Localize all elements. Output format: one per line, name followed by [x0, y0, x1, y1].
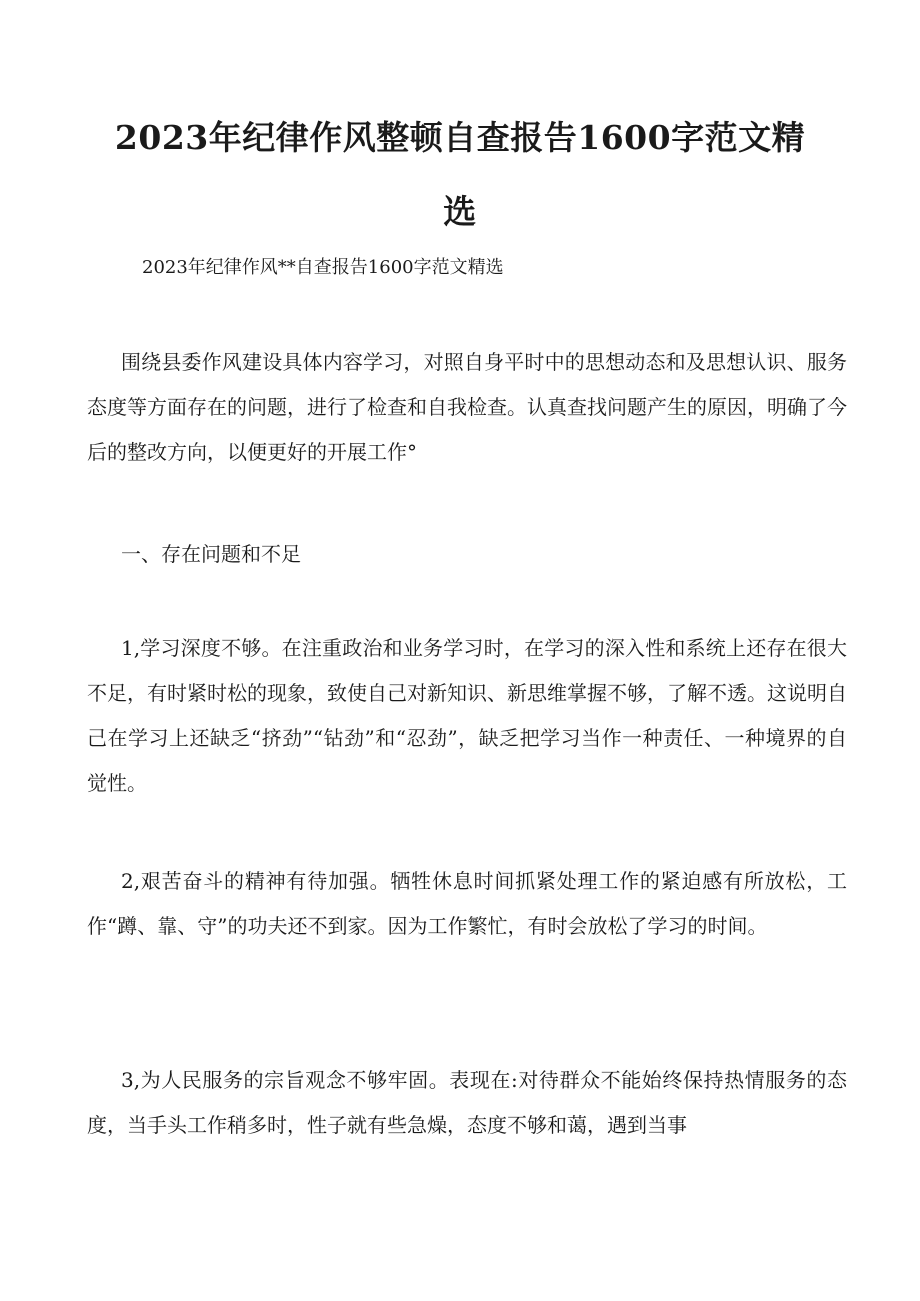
section-heading: 一、存在问题和不足: [121, 542, 301, 566]
document-subtitle: 2023年纪律作风**自查报告1600字范文精选: [142, 257, 504, 278]
problem-item-2: 2,艰苦奋斗的精神有待加强。牺牲休息时间抓紧处理工作的紧迫感有所放松，工作“蹲、靠、守”的功夫还不到家。因为工作繁忙，有时会放松了学习的时间。: [87, 869, 847, 938]
intro-paragraph: 围绕县委作风建设具体内容学习，对照自身平时中的思想动态和及思想认识、服务态度等方面存在的问题，进行了检查和自我检查。认真查找问题产生的原因，明确了今后的整改方向，以便更好的开展工作°: [87, 350, 847, 464]
problem-item-3: 3,为人民服务的宗旨观念不够牢固。表现在:对待群众不能始终保持热情服务的态度，当手头工作稍多时，性子就有些急燥，态度不够和蔼，遇到当事: [87, 1068, 847, 1137]
document-title-line-2: 选: [443, 192, 477, 231]
problem-item-1: 1,学习深度不够。在注重政治和业务学习时，在学习的深入性和系统上还存在很大不足，有时紧时松的现象，致使自己对新知识、新思维掌握不够，了解不透。这说明自己在学习上还缺乏“挤劲”“钻劲”和“忍劲”，缺乏把学习当作一种责任、一种境界的自觉性。: [87, 636, 847, 795]
document-title-line-1: 2023年纪律作风整顿自查报告1600字范文精: [114, 118, 806, 157]
